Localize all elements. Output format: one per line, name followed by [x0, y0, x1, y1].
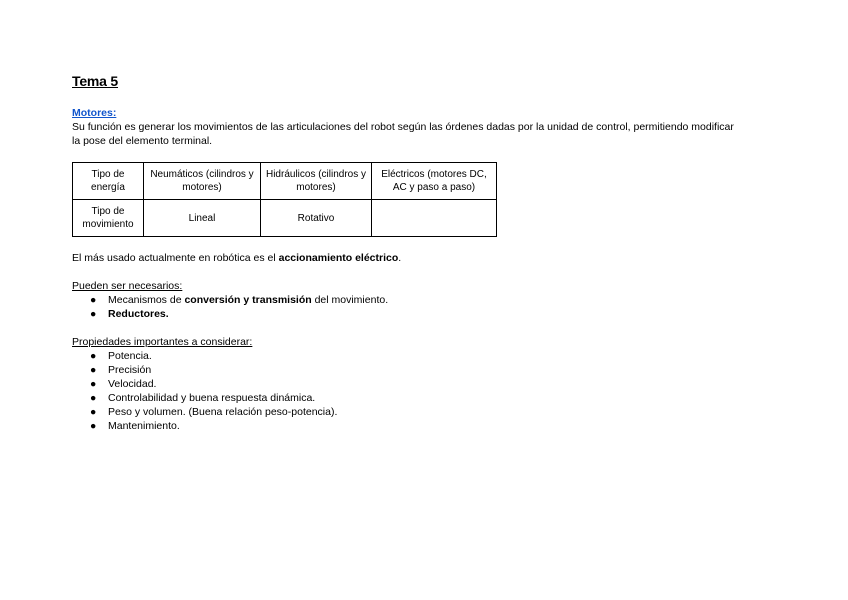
table-cell-rotary: Rotativo [261, 200, 372, 237]
most-used-sentence [72, 251, 782, 265]
table-cell-linear: Lineal [144, 200, 261, 237]
bullet-icon: ● [90, 294, 97, 306]
table-cell-empty [372, 200, 497, 237]
table-cell-energy-type: Tipo de energía [73, 163, 144, 200]
bullet-icon: ● [90, 364, 97, 376]
list-item: ● Velocidad. [90, 378, 157, 390]
bullet-icon: ● [90, 392, 97, 404]
properties-list [72, 349, 782, 433]
properties-heading: Propiedades importantes a considerar: [72, 336, 253, 348]
may-need-heading: Pueden ser necesarios: [72, 280, 183, 292]
motores-description-line1: Su función es generar los movimientos de las articulaciones del robot según las órdenes dadas por la unidad de control, permitiendo modificar [72, 121, 734, 133]
list-item: ● Mecanismos de conversión y transmisión del movimiento. [90, 294, 389, 306]
most-used-bold: accionamiento eléctrico [278, 252, 399, 264]
motores-link[interactable]: Motores: [72, 107, 117, 119]
most-used-suffix: . [398, 252, 402, 264]
table-cell-hydraulic: Hidráulicos (cilindros y motores) [261, 163, 372, 200]
table-cell-electric: Eléctricos (motores DC, AC y paso a paso) [372, 163, 497, 200]
bullet-icon: ● [90, 406, 97, 418]
may-need-list [72, 293, 782, 321]
document-title: Tema 5 [72, 73, 119, 89]
table-row [73, 163, 497, 200]
list-item: ● Peso y volumen. (Buena relación peso-potencia). [90, 406, 338, 418]
table-cell-movement-type: Tipo de movimiento [73, 200, 144, 237]
list-item: ● Reductores. [90, 308, 169, 320]
bullet-icon: ● [90, 308, 97, 320]
actuator-table [72, 162, 497, 237]
bullet-icon: ● [90, 420, 97, 432]
most-used-prefix: El más usado actualmente en robótica es el [72, 252, 279, 264]
bullet-icon: ● [90, 378, 97, 390]
list-item: ● Potencia. [90, 350, 152, 362]
motores-description-line2: la pose del elemento terminal. [72, 135, 213, 147]
list-item: ● Mantenimiento. [90, 420, 180, 432]
table-cell-pneumatic: Neumáticos (cilindros y motores) [144, 163, 261, 200]
document-page [72, 72, 782, 433]
bullet-icon: ● [90, 350, 97, 362]
list-item: ● Precisión [90, 364, 152, 376]
list-item: ● Controlabilidad y buena respuesta dinámica. [90, 392, 316, 404]
table-row [73, 200, 497, 237]
